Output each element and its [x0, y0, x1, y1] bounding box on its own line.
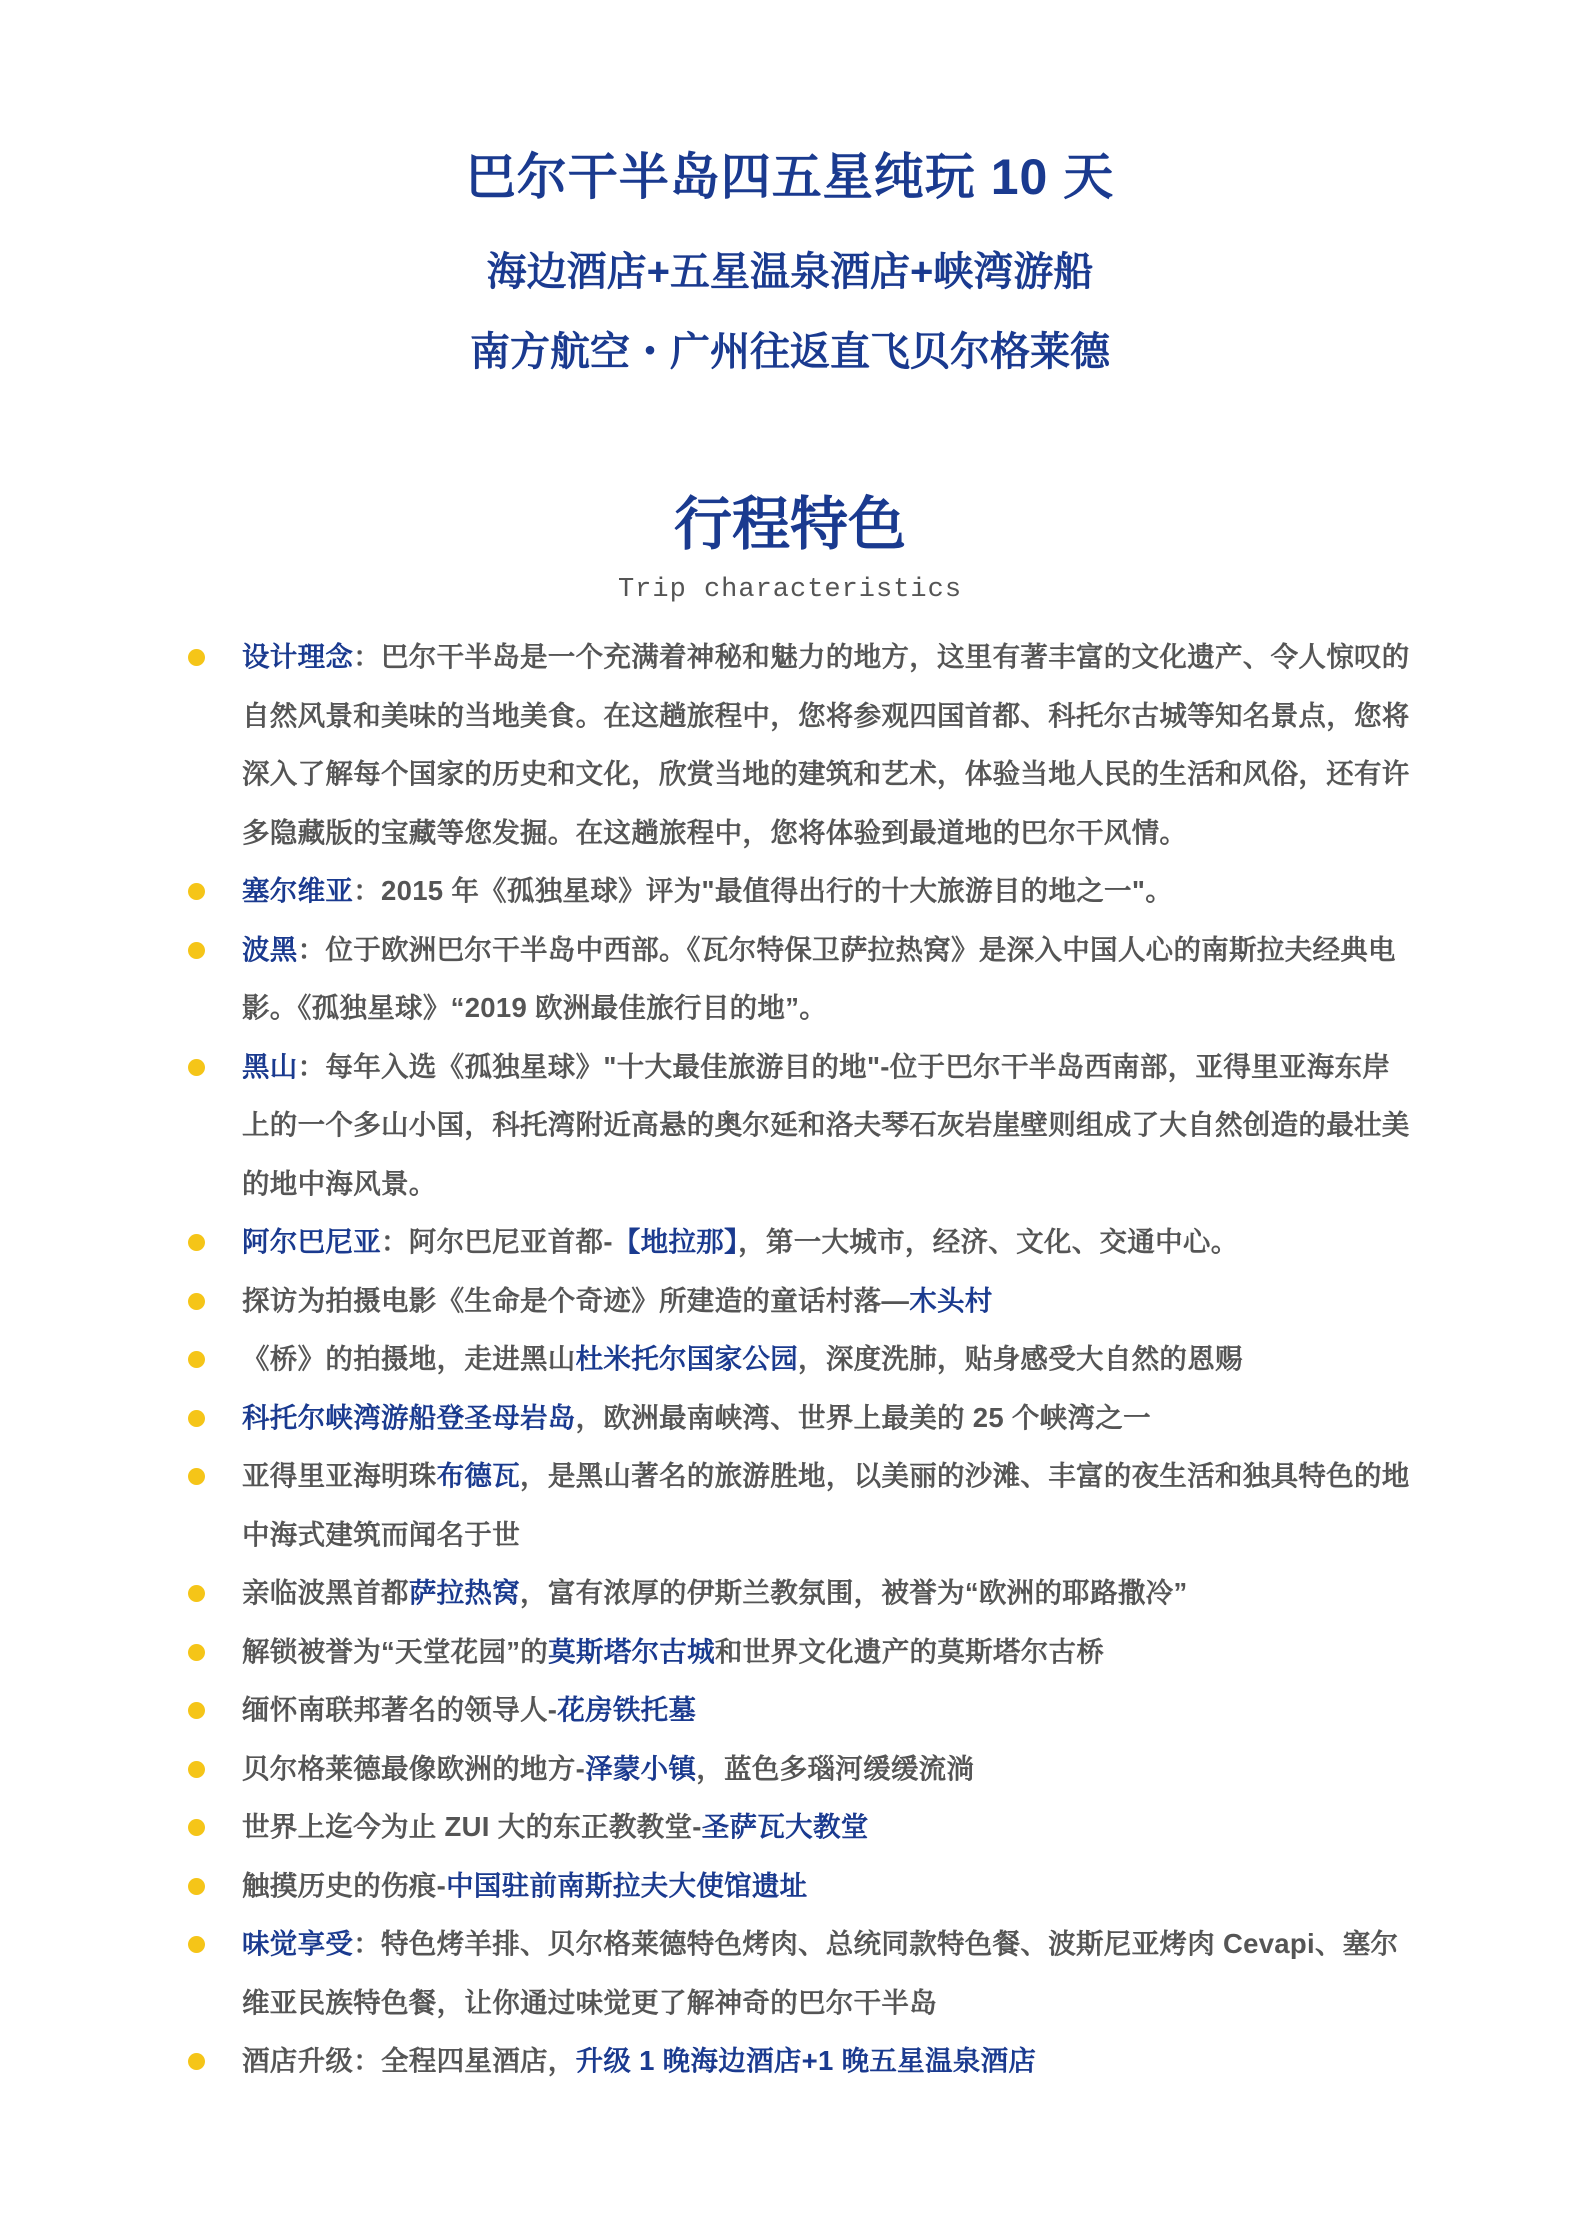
bullet-dot-icon [188, 1936, 205, 1953]
page-title: 巴尔干半岛四五星纯玩 10 天 [465, 149, 1115, 205]
list-item [0, 1564, 1580, 1623]
highlight-text: 木头村 [909, 1284, 993, 1316]
body-text: 缅怀南联邦著名的领导人- [242, 1694, 558, 1725]
body-text: ：2015 年《孤独星球》评为"最值得出行的十大旅游目的地之一"。 [353, 875, 1173, 906]
highlight-text: 泽蒙小镇 [585, 1752, 697, 1784]
list-item [0, 2032, 1580, 2091]
body-text: 解锁被誉为“天堂花园”的 [242, 1635, 549, 1667]
body-text: 和世界文化遗产的莫斯塔尔古桥 [714, 1635, 1105, 1667]
body-text: 世界上迄今为止 ZUI 大的东正教教堂- [242, 1811, 702, 1842]
bullet-dot-icon [188, 1234, 205, 1251]
bullet-dot-icon [188, 1410, 205, 1427]
list-item [0, 1740, 1580, 1799]
subtitle-hotels: 海边酒店+五星温泉酒店+峡湾游船 [486, 250, 1094, 294]
list-item [0, 1038, 1580, 1214]
body-text: ：特色烤羊排、贝尔格莱德特色烤肉、总统同款特色餐、波斯尼亚烤肉 Cevapi、塞尔维亚民族特色餐，让你通过味觉更了解神奇的巴尔干半岛 [242, 1928, 1399, 2018]
body-text: 酒店升级：全程四星酒店， [242, 2045, 576, 2076]
bullet-dot-icon [188, 2053, 205, 2070]
highlight-text: 中国驻前南斯拉夫大使馆遗址 [446, 1869, 808, 1901]
body-text: ，是黑山著名的旅游胜地，以美丽的沙滩、丰富的夜生活和独具特色的地中海式建筑而闻名于世 [242, 1460, 1410, 1550]
list-item [0, 628, 1580, 862]
body-text: 触摸历史的伤痕- [242, 1869, 447, 1901]
highlight-text: 设计理念 [242, 641, 354, 672]
bullet-dot-icon [188, 1293, 205, 1310]
section-heading-english: Trip characteristics [617, 575, 963, 605]
list-item [0, 1681, 1580, 1740]
bullet-dot-icon [188, 1761, 205, 1778]
bullet-dot-icon [188, 1644, 205, 1661]
highlight-text: 圣萨瓦大教堂 [701, 1811, 869, 1842]
bullet-dot-icon [188, 649, 205, 666]
bullet-dot-icon [188, 883, 205, 900]
body-text: ，欧洲最南峡湾、世界上最美的 25 个峡湾之一 [575, 1401, 1151, 1433]
highlight-text: 杜米托尔国家公园 [575, 1343, 799, 1374]
bullet-dot-icon [188, 1878, 205, 1895]
trip-features-list [0, 628, 1580, 2091]
bullet-dot-icon [188, 1351, 205, 1368]
highlight-text: 花房铁托墓 [557, 1694, 697, 1725]
list-item [0, 1798, 1580, 1857]
highlight-text: 布德瓦 [436, 1460, 521, 1491]
list-item [0, 1213, 1580, 1272]
bullet-dot-icon [188, 1059, 205, 1076]
list-item [0, 921, 1580, 1038]
body-text: 探访为拍摄电影《生命是个奇迹》所建造的童话村落— [242, 1284, 910, 1316]
body-text: ，富有浓厚的伊斯兰教氛围，被誉为“欧洲的耶路撒冷” [520, 1577, 1188, 1608]
body-text: 《桥》的拍摄地，走进黑山 [242, 1343, 576, 1374]
list-item [0, 1447, 1580, 1564]
body-text: ：每年入选《孤独星球》"十大最佳旅游目的地"-位于巴尔干半岛西南部，亚得里亚海东岸上的一个多山小国，科托湾附近高悬的奥尔延和洛夫琴石灰岩崖壁则组成了大自然创造的最壮美的地中海风景。 [242, 1050, 1410, 1199]
body-text: 贝尔格莱德最像欧洲的地方- [242, 1752, 586, 1784]
highlight-text: 阿尔巴尼亚 [242, 1226, 381, 1257]
highlight-text: 莫斯塔尔古城 [548, 1635, 715, 1667]
bullet-dot-icon [188, 1819, 205, 1836]
list-item [0, 862, 1580, 921]
list-item [0, 1272, 1580, 1331]
body-text: 亚得里亚海明珠 [242, 1460, 437, 1491]
bullet-dot-icon [188, 1702, 205, 1719]
highlight-text: 波黑 [242, 933, 298, 965]
list-item [0, 1857, 1580, 1916]
body-text: ，深度洗肺，贴身感受大自然的恩赐 [798, 1343, 1243, 1374]
list-item [0, 1389, 1580, 1448]
highlight-text: 萨拉热窝 [408, 1577, 521, 1608]
body-text: 亲临波黑首都 [242, 1577, 409, 1608]
subtitle-flight: 南方航空・广州往返直飞贝尔格莱德 [470, 330, 1110, 374]
highlight-text: 【地拉那】 [612, 1226, 739, 1257]
highlight-text: 科托尔峡湾游船登圣母岩岛 [242, 1401, 576, 1433]
body-text: ，蓝色多瑙河缓缓流淌 [696, 1752, 975, 1784]
highlight-text: 黑山 [242, 1050, 298, 1082]
list-item [0, 1330, 1580, 1389]
list-item [0, 1915, 1580, 2032]
highlight-text: 升级 1 晚海边酒店+1 晚五星温泉酒店 [575, 2045, 1037, 2076]
bullet-dot-icon [188, 1468, 205, 1485]
bullet-dot-icon [188, 1585, 205, 1602]
body-text: ：巴尔干半岛是一个充满着神秘和魅力的地方，这里有著丰富的文化遗产、令人惊叹的自然风景和美味的当地美食。在这趟旅程中，您将参观四国首都、科托尔古城等知名景点，您将深入了解每个国家的历史和文化，欣赏当地的建筑和艺术，体验当地人民的生活和风俗，还有许多隐藏版的宝藏等您发掘。在这趟旅程中，您将体验到最道地的巴尔干风情。 [242, 641, 1410, 848]
body-text: ，第一大城市，经济、文化、交通中心。 [738, 1226, 1239, 1257]
section-heading: 行程特色 [673, 492, 906, 557]
body-text: ：阿尔巴尼亚首都- [381, 1226, 613, 1257]
highlight-text: 味觉享受 [242, 1928, 354, 1959]
highlight-text: 塞尔维亚 [242, 875, 354, 906]
body-text: ：位于欧洲巴尔干半岛中西部。《瓦尔特保卫萨拉热窝》是深入中国人心的南斯拉夫经典电影。《孤独星球》“2019 欧洲最佳旅行目的地”。 [242, 933, 1396, 1023]
list-item [0, 1623, 1580, 1682]
bullet-dot-icon [188, 942, 205, 959]
